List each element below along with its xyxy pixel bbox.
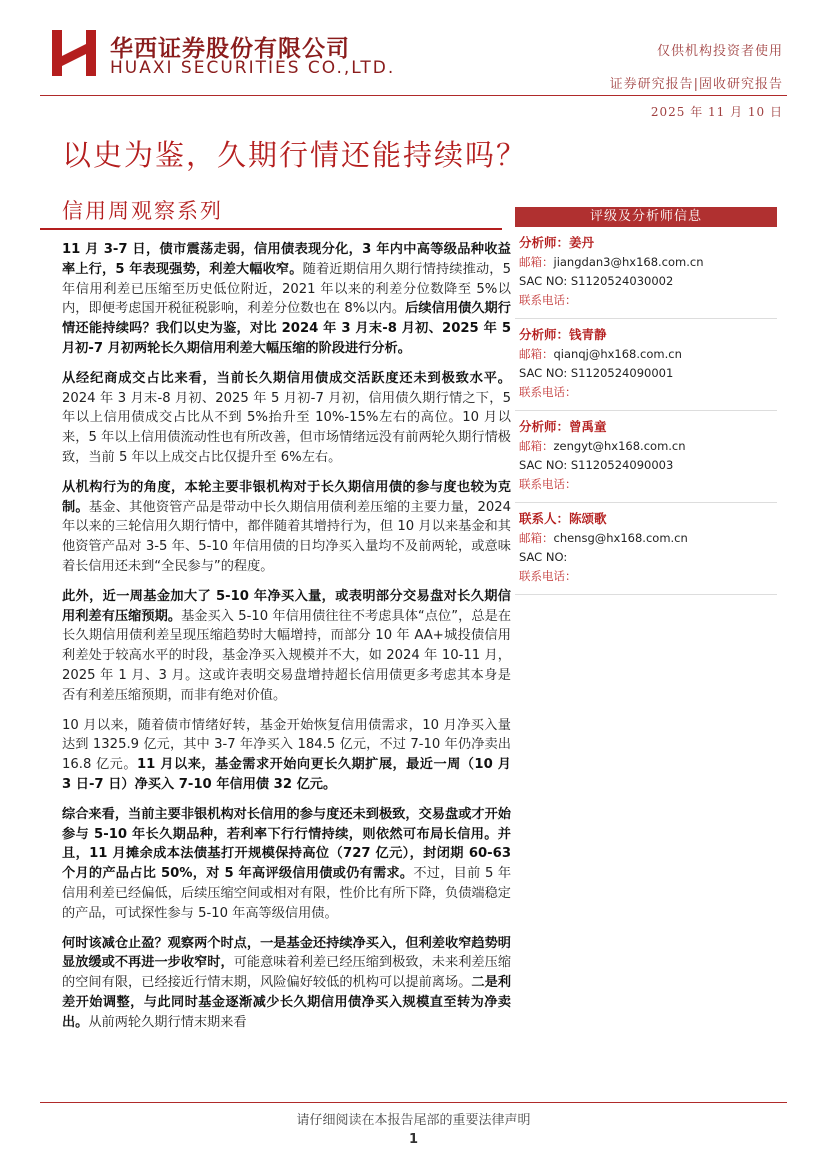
bold-text: 此外，近一周基金加大了 5-10 年净买入量，或表明部分交易盘对长久期信用利差有压缩预期。 xyxy=(62,588,511,624)
body-paragraph xyxy=(62,805,511,924)
phone-label: 联系电话： xyxy=(519,569,577,583)
company-name-en: HUAXI SECURITIES CO.,LTD. xyxy=(110,58,396,78)
analyst-card xyxy=(515,503,777,595)
analyst-email-row xyxy=(519,437,773,456)
analyst-card xyxy=(515,411,777,503)
body-paragraph xyxy=(62,478,511,577)
sac-label: SAC NO: xyxy=(519,274,571,288)
email-label: 邮箱： xyxy=(519,439,554,453)
bold-text: 从经纪商成交占比来看，当前长久期信用债成交活跃度还未到极致水平。 xyxy=(62,370,511,386)
analyst-sac-row xyxy=(519,456,773,475)
page-number: 1 xyxy=(408,1132,419,1147)
bold-text: 何时该减仓止盈？观察两个时点，一是基金还持续净买入，但利差收窄趋势明显放缓或不再进一步收窄时， xyxy=(62,935,511,971)
email-label: 邮箱： xyxy=(519,347,554,361)
analyst-phone-row xyxy=(519,567,773,586)
body-text-segment: 10 月以来，随着债市情绪好转，基金开始恢复信用债需求，10 月净买入量达到 1325.9 亿元，其中 3-7 年净买入 184.5 亿元，不过 7-10 年仍净卖出 16.8 亿元。 xyxy=(62,717,511,773)
analyst-name: 分析师：姜丹 xyxy=(519,235,595,250)
sac-label: SAC NO: xyxy=(519,366,571,380)
bold-text: 综合来看，当前主要非银机构对长信用的参与度还未到极致，交易盘或才开始参与 5-10 年长久期品种，若利率下行行情持续，则依然可布局长信用。并且，11 月摊余成本法债基打开规模保持高位（727 亿元），封闭期 60-63 个月的产品占比 50%，对 5 年高评级信用债或仍有需求。 xyxy=(62,806,511,882)
report-type: 证券研究报告|固收研究报告 xyxy=(609,77,783,92)
analyst-name: 分析师：曾禹童 xyxy=(519,419,607,434)
bold-text: 11 月以来，基金需求开始向更长久期扩展，最近一周（10 月 3 日-7 日）净买入 7-10 年信用债 32 亿元。 xyxy=(62,757,511,792)
analyst-email-row xyxy=(519,529,773,548)
report-date: 2025 年 11 月 10 日 xyxy=(650,105,783,119)
body-paragraph xyxy=(62,934,511,1033)
series-title: 信用周观察系列 xyxy=(62,199,223,223)
bold-text: 从机构行为的角度，本轮主要非银机构对于长久期信用债的参与度也较为克制。 xyxy=(62,479,511,515)
phone-label: 联系电话： xyxy=(519,385,577,399)
analyst-card xyxy=(515,227,777,319)
analyst-sac-row xyxy=(519,548,773,567)
body-text-segment: 基金、其他资管产品是带动中长久期信用债利差压缩的主要力量，2024 年以来的三轮信用久期行情中，都伴随着其增持行为，但 10 月以来基金和其他资管产品对 3-5 年、5-10 年信用债的日均净买入量均不及前两轮，或意味着长信用还未到“全民参与”的程度。 xyxy=(62,499,512,574)
sac-label: SAC NO: xyxy=(519,458,571,472)
body-text-segment: 不过，目前 5 年信用利差已经偏低，后续压缩空间或相对有限，性价比有所下降，负债端稳定的产品，可试探性参与 5-10 年高等级信用债。 xyxy=(62,866,512,921)
email-label: 邮箱： xyxy=(519,255,554,269)
body-text-segment: 随着近期信用久期行情持续推动，5 年信用利差已压缩至历史低位附近，2021 年以来的利差分位数降至 5%以内，即便考虑国开税征税影响，利差分位数也在 8%以内。 xyxy=(62,261,512,317)
analyst-email-row xyxy=(519,345,773,364)
analyst-sac-number: S1120524090001 xyxy=(570,366,674,380)
body-paragraph xyxy=(62,369,511,468)
audience-note: 仅供机构投资者使用 xyxy=(656,44,783,59)
phone-label: 联系电话： xyxy=(519,293,577,307)
bold-text: 后续信用债久期行情还能持续吗？我们以史为鉴，对比 2024 年 3 月末-8 月初、2025 年 5 月初-7 月初两轮长久期信用利差大幅压缩的阶段进行分析。 xyxy=(62,301,511,356)
sac-label: SAC NO: xyxy=(519,550,568,564)
analyst-name: 联系人：陈颂歌 xyxy=(519,511,607,526)
analyst-email[interactable]: chensg@hx168.com.cn xyxy=(553,531,688,545)
footer-divider xyxy=(40,1102,787,1103)
analyst-email[interactable]: qianqj@hx168.com.cn xyxy=(553,347,682,361)
phone-label: 联系电话： xyxy=(519,477,577,491)
sidebar-header: 评级及分析师信息 xyxy=(515,207,777,227)
body-text xyxy=(62,240,511,1042)
huaxi-logo-icon xyxy=(52,30,96,76)
company-name-cn: 华西证券股份有限公司 xyxy=(110,35,350,62)
analyst-phone-row xyxy=(519,291,773,310)
analyst-sac-row xyxy=(519,272,773,291)
analyst-card xyxy=(515,319,777,411)
body-paragraph xyxy=(62,587,511,706)
body-text-segment: 从前两轮久期行情末期来看 xyxy=(88,1014,247,1030)
analyst-phone-row xyxy=(519,383,773,402)
analyst-email-row xyxy=(519,253,773,272)
email-label: 邮箱： xyxy=(519,531,554,545)
legal-disclaimer: 请仔细阅读在本报告尾部的重要法律声明 xyxy=(296,1113,531,1128)
analyst-sidebar xyxy=(515,207,777,595)
analyst-phone-row xyxy=(519,475,773,494)
analyst-email[interactable]: zengyt@hx168.com.cn xyxy=(553,439,686,453)
report-title: 以史为鉴，久期行情还能持续吗？ xyxy=(62,138,528,172)
body-text-segment: 可能意味着利差已经压缩到极致，未来利差压缩的空间有限，已经接近行情末期，风险偏好较低的机构可以提前离场。 xyxy=(62,955,512,991)
analyst-email[interactable]: jiangdan3@hx168.com.cn xyxy=(553,255,704,269)
body-text-segment: 2024 年 3 月末-8 月初、2025 年 5 月初-7 月初，信用债久期行情之下，5 年以上信用债成交占比从不到 5%抬升至 10%-15%左右的高位。10 月以来，5 年以上信用债流动性也有所改善，但市场情绪远没有前两轮久期行情极致，当前 5 年以上成交占比仅提升至 6%左右。 xyxy=(62,390,511,465)
header-divider xyxy=(40,95,787,96)
body-paragraph xyxy=(62,240,511,359)
analyst-name: 分析师：钱青静 xyxy=(519,327,607,342)
series-underline xyxy=(40,228,502,230)
body-text-segment: 基金买入 5-10 年信用债往往不考虑具体“点位”，总是在长久期信用债利差呈现压缩趋势时大幅增持，而部分 10 年 AA+城投债信用利差处于较高水平的时段，基金净买入规模并不大，如 2024 年 10-11 月，2025 年 1 月、3 月。这或许表明交易盘增持超长信用债更多考虑其本身是否有利差压缩预期，而非有绝对价值。 xyxy=(62,608,512,703)
body-paragraph xyxy=(62,716,511,795)
analyst-sac-row xyxy=(519,364,773,383)
bold-text: 二是利差开始调整，与此同时基金逐渐减少长久期信用债净买入规模直至转为净卖出。 xyxy=(62,975,512,1030)
analyst-sac-number: S1120524030002 xyxy=(570,274,674,288)
bold-text: 11 月 3-7 日，债市震荡走弱，信用债表现分化，3 年内中高等级品种收益率上行，5 年表现强势，利差大幅收窄。 xyxy=(62,242,511,277)
analyst-sac-number: S1120524090003 xyxy=(570,458,674,472)
